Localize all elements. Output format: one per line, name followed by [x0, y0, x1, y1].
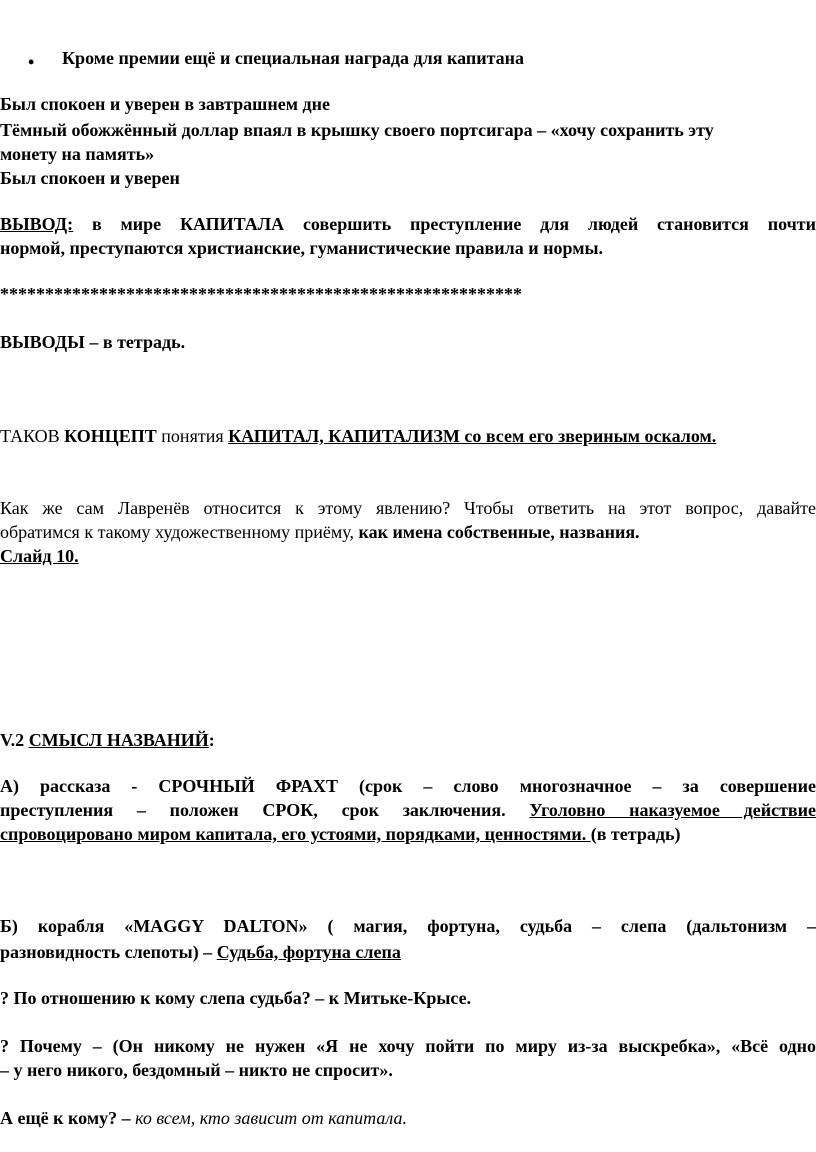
ship-line-1: Б) корабля «MAGGY DALTON» ( магия, фортуна, судьба – слепа (дальтонизм –	[0, 916, 816, 936]
section-heading	[0, 728, 215, 752]
conclusion-label: ВЫВОД:	[0, 214, 74, 234]
ship-underlined: Судьба, фортуна слепа	[216, 942, 401, 962]
conclusion-line-1	[0, 212, 816, 236]
captain-line-2: Тёмный обожжённый доллар впаял в крышку своего портсигара – «хочу сохранить эту	[0, 120, 714, 140]
question-3	[0, 1106, 407, 1130]
question-2-line-1: ? Почему – (Он никому не нужен «Я не хочу пойти по миру из-за выскребка», «Всё одно	[0, 1036, 816, 1056]
concept-part-3: понятия	[156, 426, 229, 446]
captain-line-3: монету на память»	[0, 144, 155, 164]
question-3-italic: ко всем, кто зависит от капитала.	[135, 1108, 407, 1128]
bullet-text: Кроме премии ещё и специальная награда для капитана	[62, 48, 525, 68]
slide-reference: Слайд 10.	[0, 546, 79, 566]
lavrenev-line-2	[0, 520, 640, 544]
lavrenev-plain: обратимся к такому художественному приёму,	[0, 522, 359, 542]
story-plain: преступления – положен СРОК, срок заключения.	[0, 800, 530, 820]
lavrenev-line-1: Как же сам Лавренёв относится к этому явлению? Чтобы ответить на этот вопрос, давайте	[0, 498, 816, 518]
conclusion-text: в мире КАПИТАЛА совершить преступление для людей становится почти	[73, 214, 816, 234]
question-3-bold: А ещё к кому? –	[0, 1108, 136, 1128]
story-underlined: Уголовно наказуемое действие	[529, 800, 816, 820]
bullet-dot: •	[28, 52, 35, 72]
conclusion-line-2: нормой, преступаются христианские, гуманистические правила и нормы.	[0, 238, 604, 258]
section-title: СМЫСЛ НАЗВАНИЙ	[28, 730, 209, 750]
concept-keyword: КОНЦЕПТ	[64, 426, 157, 446]
asterisk-separator: **********************************************************	[0, 284, 522, 304]
ship-plain: разновидность слепоты) –	[0, 942, 217, 962]
story-underlined-2: спровоцировано миром капитала, его устоями, порядками, ценностями.	[0, 824, 591, 844]
conclusions-notebook: ВЫВОДЫ – в тетрадь.	[0, 332, 186, 352]
concept-part-1: ТАКОВ	[0, 426, 65, 446]
captain-line-4: Был спокоен и уверен	[0, 168, 180, 188]
story-line-2	[0, 798, 816, 822]
ship-line-2	[0, 940, 401, 964]
concept-line	[0, 424, 716, 448]
captain-line-1: Был спокоен и уверен в завтрашнем дне	[0, 94, 330, 114]
question-2-line-2: – у него никого, бездомный – никто не спросит».	[0, 1060, 393, 1080]
lavrenev-bold: как имена собственные, названия.	[358, 522, 640, 542]
concept-capital: КАПИТАЛ, КАПИТАЛИЗМ со всем его звериным оскалом.	[228, 426, 717, 446]
section-number: V.2	[0, 730, 29, 750]
story-notebook: (в тетрадь)	[590, 824, 681, 844]
story-line-3	[0, 822, 680, 846]
story-line-1: А) рассказа - СРОЧНЫЙ ФРАХТ (срок – слово многозначное – за совершение	[0, 776, 816, 796]
question-1: ? По отношению к кому слепа судьба? – к Митьке-Крысе.	[0, 988, 472, 1008]
section-colon: :	[208, 730, 215, 750]
